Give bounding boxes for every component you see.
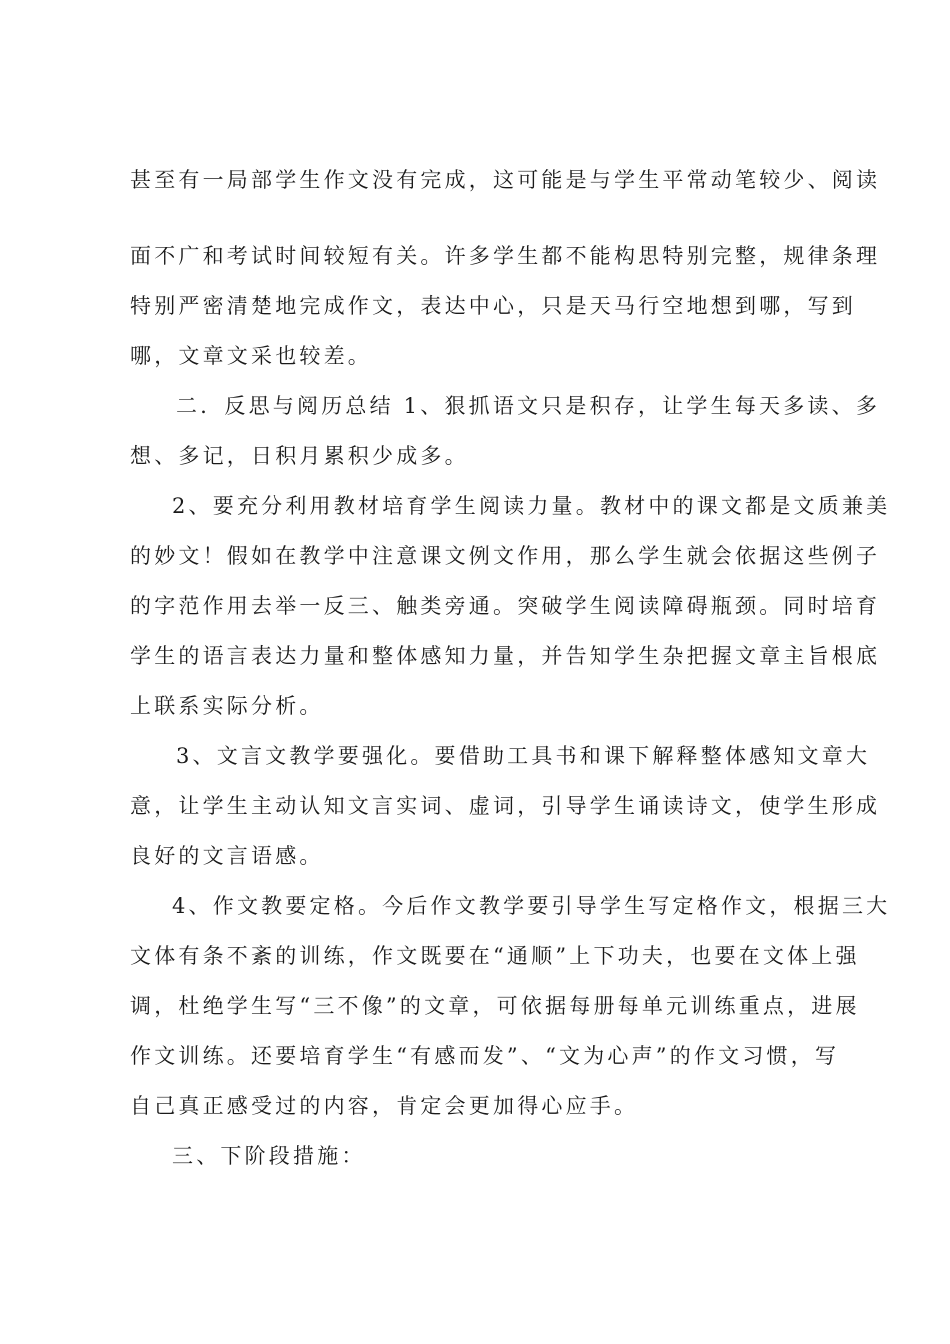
paragraph-line: 3、文言文教学要强化。要借助工具书和课下解释整体感知文章大 <box>176 744 871 768</box>
paragraph-line: 文体有条不紊的训练，作文既要在“通顺”上下功夫，也要在文体上强 <box>130 944 860 968</box>
section-heading: 三、下阶段措施： <box>172 1144 366 1168</box>
paragraph-line: 调，杜绝学生写“三不像”的文章，可依据每册每单元训练重点，进展 <box>130 994 860 1018</box>
paragraph-line: 良好的文言语感。 <box>130 844 324 868</box>
paragraph-line: 甚至有一局部学生作文没有完成，这可能是与学生平常动笔较少、阅读 <box>130 168 881 192</box>
paragraph-line: 学生的语言表达力量和整体感知力量，并告知学生杂把握文章主旨根底 <box>130 644 881 668</box>
paragraph-line: 作文训练。还要培育学生“有感而发”、“文为心声”的作文习惯，写 <box>130 1044 840 1068</box>
paragraph-line: 的字范作用去举一反三、触类旁通。突破学生阅读障碍瓶颈。同时培育 <box>130 594 881 618</box>
paragraph-line: 2、要充分利用教材培育学生阅读力量。教材中的课文都是文质兼美 <box>172 494 891 518</box>
paragraph-line: 自己真正感受过的内容，肯定会更加得心应手。 <box>130 1094 639 1118</box>
paragraph-line: 想、多记，日积月累积少成多。 <box>130 444 469 468</box>
paragraph-line: 的妙文！假如在教学中注意课文例文作用，那么学生就会依据这些例子 <box>130 544 881 568</box>
paragraph-line: 上联系实际分析。 <box>130 694 324 718</box>
paragraph-line: 意，让学生主动认知文言实词、虚词，引导学生诵读诗文，使学生形成 <box>130 794 881 818</box>
paragraph-line: 面不广和考试时间较短有关。许多学生都不能构思特别完整，规律条理 <box>130 244 881 268</box>
paragraph-line: 特别严密清楚地完成作文，表达中心，只是天马行空地想到哪，写到 <box>130 294 856 318</box>
paragraph-line: 4、作文教要定格。今后作文教学要引导学生写定格作文，根据三大 <box>172 894 891 918</box>
section-heading-line: 二．反思与阅历总结 1、狠抓语文只是积存，让学生每天多读、多 <box>176 394 881 418</box>
paragraph-line: 哪，文章文采也较差。 <box>130 344 372 368</box>
